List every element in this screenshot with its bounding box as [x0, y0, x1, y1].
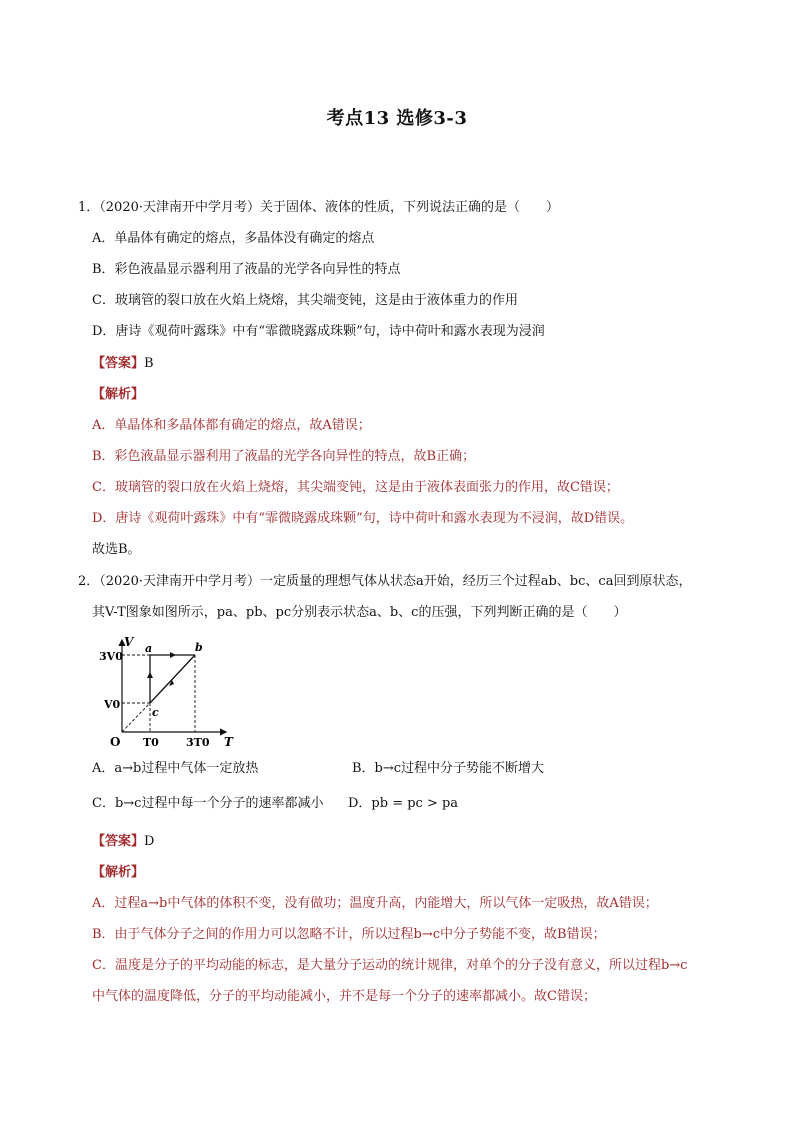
question-2-analysis-c-line2: 中气体的温度降低，分子的平均动能减小，并不是每一个分子的速率都减小。故C错误；: [92, 989, 596, 1004]
question-1-analysis-b: B．彩色液晶显示器利用了液晶的光学各向异性的特点，故B正确；: [92, 449, 476, 464]
question-1-answer: [92, 355, 154, 373]
answer-value: B: [144, 356, 154, 371]
tick-3v0: 3V0: [99, 650, 123, 663]
question-2-analysis-label: 【解析】: [92, 865, 145, 880]
tick-v0: V0: [104, 698, 121, 711]
tick-t0: T0: [143, 736, 159, 748]
question-2-answer: [92, 833, 154, 851]
question-2-analysis-c-line1: C．温度是分子的平均动能的标志，是大量分子运动的统计规律，对单个的分子没有意义，所以过程b→c: [92, 958, 688, 973]
question-1-analysis-label: 【解析】: [92, 387, 145, 402]
tick-3t0: 3T0: [186, 736, 210, 748]
question-1-analysis-a: A．单晶体和多晶体都有确定的熔点，故A错误；: [92, 418, 371, 433]
vt-diagram: [98, 636, 238, 748]
page-title: 考点13 选修3-3: [326, 108, 468, 129]
v-axis-label: V: [124, 636, 134, 649]
question-2-option-b: B．b→c过程中分子势能不断增大: [352, 761, 545, 776]
point-c-label: c: [152, 706, 159, 719]
question-1-option-b: B．彩色液晶显示器利用了液晶的光学各向异性的特点: [92, 262, 401, 277]
question-1-conclusion: 故选B。: [92, 542, 141, 557]
question-2-option-a: A．a→b过程中气体一定放热: [92, 761, 259, 776]
question-2-analysis-b: B．由于气体分子之间的作用力可以忽略不计，所以过程b→c中分子势能不变，故B错误；: [92, 927, 606, 942]
question-1-analysis-d: D．唐诗《观荷叶露珠》中有“霏微晓露成珠颗”句，诗中荷叶和露水表现为不浸润，故D错误。: [92, 511, 634, 526]
question-2-stem-line2: 其V-T图象如图所示，pa、pb、pc分别表示状态a、b、c的压强，下列判断正确的是（ ）: [92, 605, 627, 620]
question-2-analysis-a: A．过程a→b中气体的体积不变，没有做功；温度升高，内能增大，所以气体一定吸热，故A错误；: [92, 896, 658, 911]
question-1-analysis-c: C．玻璃管的裂口放在火焰上烧熔，其尖端变钝，这是由于液体表面张力的作用，故C错误；: [92, 480, 619, 495]
arrow-ab-icon: [170, 652, 176, 658]
point-b-label: b: [195, 641, 203, 654]
question-1-option-c: C．玻璃管的裂口放在火焰上烧熔，其尖端变钝，这是由于液体重力的作用: [92, 293, 518, 308]
answer-label: 【答案】: [92, 356, 145, 371]
arrow-ca-icon: [147, 672, 153, 678]
origin-label: O: [110, 735, 121, 748]
question-2-option-c: C．b→c过程中每一个分子的速率都减小: [92, 796, 324, 811]
point-a-label: a: [145, 642, 153, 655]
question-2-stem-line1: 2．（2020·天津南开中学月考）一定质量的理想气体从状态a开始，经历三个过程ab、bc、ca回到原状态，: [78, 574, 692, 589]
t-axis-label: T: [224, 735, 233, 748]
question-2-option-d: D．pb = pc > pa: [348, 796, 459, 811]
process-bc: [150, 655, 195, 703]
question-1-option-d: D．唐诗《观荷叶露珠》中有“霏微晓露成珠颗”句，诗中荷叶和露水表现为浸润: [92, 324, 545, 339]
question-1-stem: 1．（2020·天津南开中学月考）关于固体、液体的性质，下列说法正确的是（ ）: [78, 200, 559, 215]
answer-value: D: [144, 834, 155, 849]
question-1-option-a: A．单晶体有确定的熔点，多晶体没有确定的熔点: [92, 231, 375, 246]
answer-label: 【答案】: [92, 834, 145, 849]
